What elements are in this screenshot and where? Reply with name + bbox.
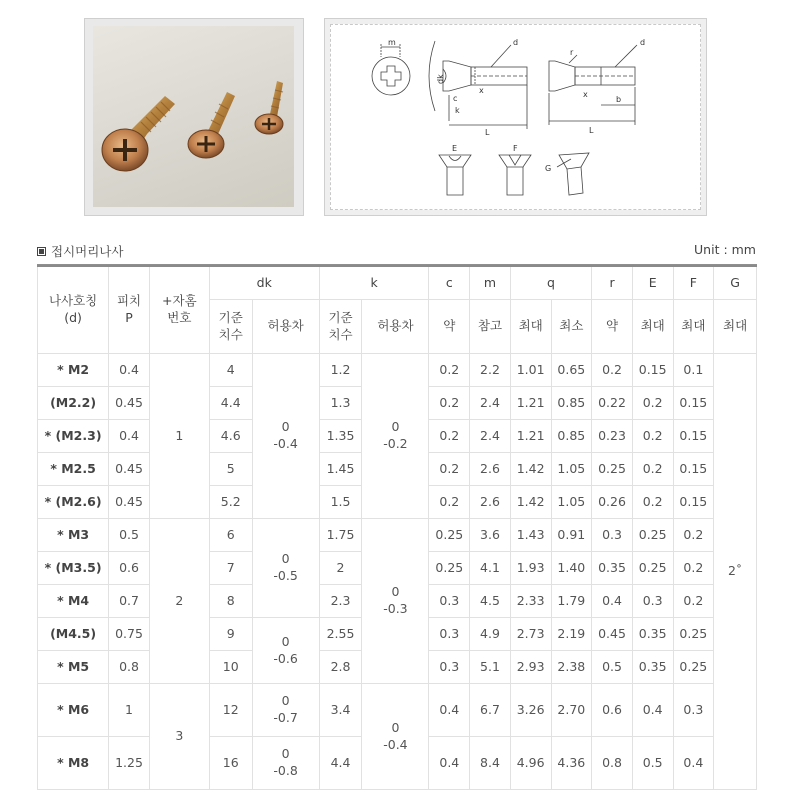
section-title-text: 접시머리나사 bbox=[51, 244, 124, 259]
cell-r: 0.25 bbox=[592, 453, 633, 486]
cell-q-min: 2.19 bbox=[551, 618, 592, 651]
header-k: k bbox=[319, 266, 429, 300]
label-l2: L bbox=[589, 126, 594, 135]
cell-e: 0.2 bbox=[632, 387, 673, 420]
cell-e: 0.2 bbox=[632, 420, 673, 453]
header-r-approx: 약 bbox=[592, 300, 633, 354]
header-e: E bbox=[632, 266, 673, 300]
cell-k-nominal: 2.3 bbox=[319, 585, 362, 618]
cell-dk-nominal: 10 bbox=[209, 651, 252, 684]
cell-q-max: 1.42 bbox=[510, 453, 551, 486]
cell-q-max: 1.93 bbox=[510, 552, 551, 585]
cell-size: * M4 bbox=[38, 585, 109, 618]
cell-r: 0.3 bbox=[592, 519, 633, 552]
cell-dk-nominal: 4.4 bbox=[209, 387, 252, 420]
cell-f: 0.3 bbox=[673, 684, 714, 737]
cell-c: 0.4 bbox=[429, 737, 470, 790]
header-size bbox=[38, 266, 109, 354]
cell-r: 0.4 bbox=[592, 585, 633, 618]
cell-size: * M6 bbox=[38, 684, 109, 737]
cell-r: 0.5 bbox=[592, 651, 633, 684]
cell-q-min: 1.40 bbox=[551, 552, 592, 585]
cell-q-min: 2.70 bbox=[551, 684, 592, 737]
cell-pitch: 0.4 bbox=[109, 354, 150, 387]
cell-c: 0.2 bbox=[429, 387, 470, 420]
cell-e: 0.25 bbox=[632, 519, 673, 552]
cell-e: 0.3 bbox=[632, 585, 673, 618]
cell-c: 0.3 bbox=[429, 618, 470, 651]
cell-c: 0.2 bbox=[429, 453, 470, 486]
header-recess bbox=[149, 266, 209, 354]
section-title bbox=[37, 242, 123, 260]
cell-r: 0.26 bbox=[592, 486, 633, 519]
cell-e: 0.35 bbox=[632, 651, 673, 684]
header-k-nominal bbox=[319, 300, 362, 354]
cell-k-nominal: 1.2 bbox=[319, 354, 362, 387]
header-pitch-text: 피치 P bbox=[116, 293, 142, 325]
cell-dk-tolerance: 0 -0.7 bbox=[252, 684, 319, 737]
cell-r: 0.2 bbox=[592, 354, 633, 387]
cell-pitch: 0.5 bbox=[109, 519, 150, 552]
cell-m: 3.6 bbox=[470, 519, 511, 552]
cell-q-max: 2.33 bbox=[510, 585, 551, 618]
cell-q-min: 0.91 bbox=[551, 519, 592, 552]
cell-k-nominal: 2 bbox=[319, 552, 362, 585]
cell-q-min: 2.38 bbox=[551, 651, 592, 684]
label-g: G bbox=[545, 164, 552, 173]
cell-c: 0.25 bbox=[429, 519, 470, 552]
cell-c: 0.2 bbox=[429, 420, 470, 453]
cell-size: * (M3.5) bbox=[38, 552, 109, 585]
header-g-max: 최대 bbox=[714, 300, 757, 354]
cell-size: * M3 bbox=[38, 519, 109, 552]
header-c: c bbox=[429, 266, 470, 300]
label-x: x bbox=[479, 86, 484, 95]
cell-k-nominal: 2.55 bbox=[319, 618, 362, 651]
screw-dimension-diagram bbox=[330, 24, 701, 210]
cell-dk-nominal: 9 bbox=[209, 618, 252, 651]
cell-q-min: 1.05 bbox=[551, 453, 592, 486]
cell-r: 0.8 bbox=[592, 737, 633, 790]
cell-e: 0.5 bbox=[632, 737, 673, 790]
square-bullet-icon bbox=[37, 247, 46, 256]
cell-k-nominal: 3.4 bbox=[319, 684, 362, 737]
cell-q-min: 4.36 bbox=[551, 737, 592, 790]
header-k-nominal-text: 기준 치수 bbox=[328, 309, 353, 342]
cell-k-tolerance: 0 -0.3 bbox=[362, 519, 429, 684]
cell-size: * M8 bbox=[38, 737, 109, 790]
header-dk-nominal bbox=[209, 300, 252, 354]
screw-photo bbox=[93, 26, 294, 207]
cell-m: 4.1 bbox=[470, 552, 511, 585]
cell-e: 0.25 bbox=[632, 552, 673, 585]
cell-f: 0.15 bbox=[673, 387, 714, 420]
cell-recess-number: 2 bbox=[149, 519, 209, 684]
cell-q-max: 4.96 bbox=[510, 737, 551, 790]
cell-r: 0.6 bbox=[592, 684, 633, 737]
cell-r: 0.23 bbox=[592, 420, 633, 453]
cell-dk-tolerance: 0 -0.4 bbox=[252, 354, 319, 519]
cell-c: 0.3 bbox=[429, 651, 470, 684]
cell-k-nominal: 1.3 bbox=[319, 387, 362, 420]
cell-dk-nominal: 4 bbox=[209, 354, 252, 387]
cell-dk-nominal: 8 bbox=[209, 585, 252, 618]
label-l: L bbox=[485, 128, 490, 137]
cell-q-max: 2.73 bbox=[510, 618, 551, 651]
cell-k-tolerance: 0 -0.4 bbox=[362, 684, 429, 790]
label-d2: d bbox=[640, 38, 646, 47]
header-k-tolerance: 허용차 bbox=[362, 300, 429, 354]
cell-k-nominal: 2.8 bbox=[319, 651, 362, 684]
label-m: m bbox=[388, 38, 396, 47]
cell-size: * (M2.3) bbox=[38, 420, 109, 453]
header-dk-nominal-text: 기준 치수 bbox=[218, 309, 243, 342]
cell-q-max: 1.01 bbox=[510, 354, 551, 387]
cell-q-min: 0.85 bbox=[551, 420, 592, 453]
header-q: q bbox=[510, 266, 591, 300]
cell-e: 0.4 bbox=[632, 684, 673, 737]
cell-pitch: 0.45 bbox=[109, 453, 150, 486]
cell-f: 0.1 bbox=[673, 354, 714, 387]
cell-dk-tolerance: 0 -0.5 bbox=[252, 519, 319, 618]
header-pitch bbox=[109, 266, 150, 354]
cell-m: 2.2 bbox=[470, 354, 511, 387]
spec-table bbox=[37, 265, 757, 790]
header-m-ref: 참고 bbox=[470, 300, 511, 354]
header-c-approx: 약 bbox=[429, 300, 470, 354]
table-row bbox=[38, 519, 757, 552]
label-e: E bbox=[452, 144, 458, 153]
cell-q-max: 1.21 bbox=[510, 387, 551, 420]
cell-dk-nominal: 5.2 bbox=[209, 486, 252, 519]
cell-f: 0.25 bbox=[673, 651, 714, 684]
cell-f: 0.2 bbox=[673, 552, 714, 585]
cell-pitch: 0.8 bbox=[109, 651, 150, 684]
header-size-text: 나사호칭 (d) bbox=[48, 293, 98, 325]
cell-r: 0.45 bbox=[592, 618, 633, 651]
cell-c: 0.2 bbox=[429, 354, 470, 387]
header-m: m bbox=[470, 266, 511, 300]
label-c: c bbox=[453, 94, 458, 103]
cell-dk-nominal: 12 bbox=[209, 684, 252, 737]
cell-k-nominal: 1.75 bbox=[319, 519, 362, 552]
table-row bbox=[38, 354, 757, 387]
cell-pitch: 1.25 bbox=[109, 737, 150, 790]
cell-f: 0.25 bbox=[673, 618, 714, 651]
label-x2: x bbox=[583, 90, 588, 99]
cell-e: 0.2 bbox=[632, 453, 673, 486]
cell-q-min: 1.79 bbox=[551, 585, 592, 618]
cell-q-max: 1.21 bbox=[510, 420, 551, 453]
cell-k-nominal: 1.35 bbox=[319, 420, 362, 453]
cell-e: 0.35 bbox=[632, 618, 673, 651]
cell-f: 0.15 bbox=[673, 420, 714, 453]
cell-q-max: 1.43 bbox=[510, 519, 551, 552]
cell-m: 6.7 bbox=[470, 684, 511, 737]
cell-f: 0.4 bbox=[673, 737, 714, 790]
header-e-max: 최대 bbox=[632, 300, 673, 354]
cell-recess-number: 3 bbox=[149, 684, 209, 790]
cell-pitch: 0.45 bbox=[109, 486, 150, 519]
product-photo-frame bbox=[84, 18, 304, 216]
cell-dk-tolerance: 0 -0.8 bbox=[252, 737, 319, 790]
cell-m: 2.4 bbox=[470, 387, 511, 420]
cell-f: 0.2 bbox=[673, 519, 714, 552]
cell-e: 0.15 bbox=[632, 354, 673, 387]
cell-q-max: 3.26 bbox=[510, 684, 551, 737]
cell-recess-number: 1 bbox=[149, 354, 209, 519]
label-f: F bbox=[513, 144, 518, 153]
cell-m: 2.6 bbox=[470, 453, 511, 486]
cell-dk-nominal: 6 bbox=[209, 519, 252, 552]
cell-c: 0.25 bbox=[429, 552, 470, 585]
cell-m: 8.4 bbox=[470, 737, 511, 790]
cell-dk-nominal: 16 bbox=[209, 737, 252, 790]
table-row bbox=[38, 684, 757, 737]
cell-size: (M4.5) bbox=[38, 618, 109, 651]
cell-size: * M5 bbox=[38, 651, 109, 684]
header-q-max: 최대 bbox=[510, 300, 551, 354]
cell-pitch: 0.7 bbox=[109, 585, 150, 618]
cell-pitch: 1 bbox=[109, 684, 150, 737]
cell-m: 2.6 bbox=[470, 486, 511, 519]
header-g: G bbox=[714, 266, 757, 300]
cell-size: * M2.5 bbox=[38, 453, 109, 486]
cell-f: 0.15 bbox=[673, 453, 714, 486]
cell-k-tolerance: 0 -0.2 bbox=[362, 354, 429, 519]
technical-diagram-frame bbox=[324, 18, 707, 216]
cell-k-nominal: 1.5 bbox=[319, 486, 362, 519]
cell-m: 4.9 bbox=[470, 618, 511, 651]
header-recess-text: +자홈 번호 bbox=[162, 293, 197, 325]
header-r: r bbox=[592, 266, 633, 300]
cell-k-nominal: 4.4 bbox=[319, 737, 362, 790]
cell-q-max: 1.42 bbox=[510, 486, 551, 519]
cell-r: 0.22 bbox=[592, 387, 633, 420]
header-dk: dk bbox=[209, 266, 319, 300]
cell-q-min: 0.85 bbox=[551, 387, 592, 420]
label-dk: dk bbox=[436, 74, 445, 84]
cell-dk-tolerance: 0 -0.6 bbox=[252, 618, 319, 684]
cell-c: 0.4 bbox=[429, 684, 470, 737]
cell-c: 0.3 bbox=[429, 585, 470, 618]
cell-pitch: 0.45 bbox=[109, 387, 150, 420]
cell-pitch: 0.4 bbox=[109, 420, 150, 453]
label-r: r bbox=[570, 48, 574, 57]
cell-dk-nominal: 5 bbox=[209, 453, 252, 486]
cell-g-max: 2˚ bbox=[714, 354, 757, 790]
cell-pitch: 0.75 bbox=[109, 618, 150, 651]
cell-k-nominal: 1.45 bbox=[319, 453, 362, 486]
cell-size: * (M2.6) bbox=[38, 486, 109, 519]
label-k: k bbox=[455, 106, 460, 115]
header-q-min: 최소 bbox=[551, 300, 592, 354]
cell-q-min: 1.05 bbox=[551, 486, 592, 519]
header-dk-tolerance: 허용차 bbox=[252, 300, 319, 354]
cell-q-min: 0.65 bbox=[551, 354, 592, 387]
cell-size: (M2.2) bbox=[38, 387, 109, 420]
cell-m: 5.1 bbox=[470, 651, 511, 684]
spec-table-body bbox=[38, 354, 757, 790]
cell-f: 0.2 bbox=[673, 585, 714, 618]
cell-r: 0.35 bbox=[592, 552, 633, 585]
unit-label: Unit : mm bbox=[694, 242, 756, 257]
cell-size: * M2 bbox=[38, 354, 109, 387]
cell-f: 0.15 bbox=[673, 486, 714, 519]
cell-pitch: 0.6 bbox=[109, 552, 150, 585]
cell-dk-nominal: 4.6 bbox=[209, 420, 252, 453]
cell-q-max: 2.93 bbox=[510, 651, 551, 684]
cell-m: 2.4 bbox=[470, 420, 511, 453]
header-f-max: 최대 bbox=[673, 300, 714, 354]
label-b: b bbox=[616, 95, 622, 104]
header-f: F bbox=[673, 266, 714, 300]
cell-c: 0.2 bbox=[429, 486, 470, 519]
label-d: d bbox=[513, 38, 519, 47]
cell-e: 0.2 bbox=[632, 486, 673, 519]
cell-m: 4.5 bbox=[470, 585, 511, 618]
cell-dk-nominal: 7 bbox=[209, 552, 252, 585]
